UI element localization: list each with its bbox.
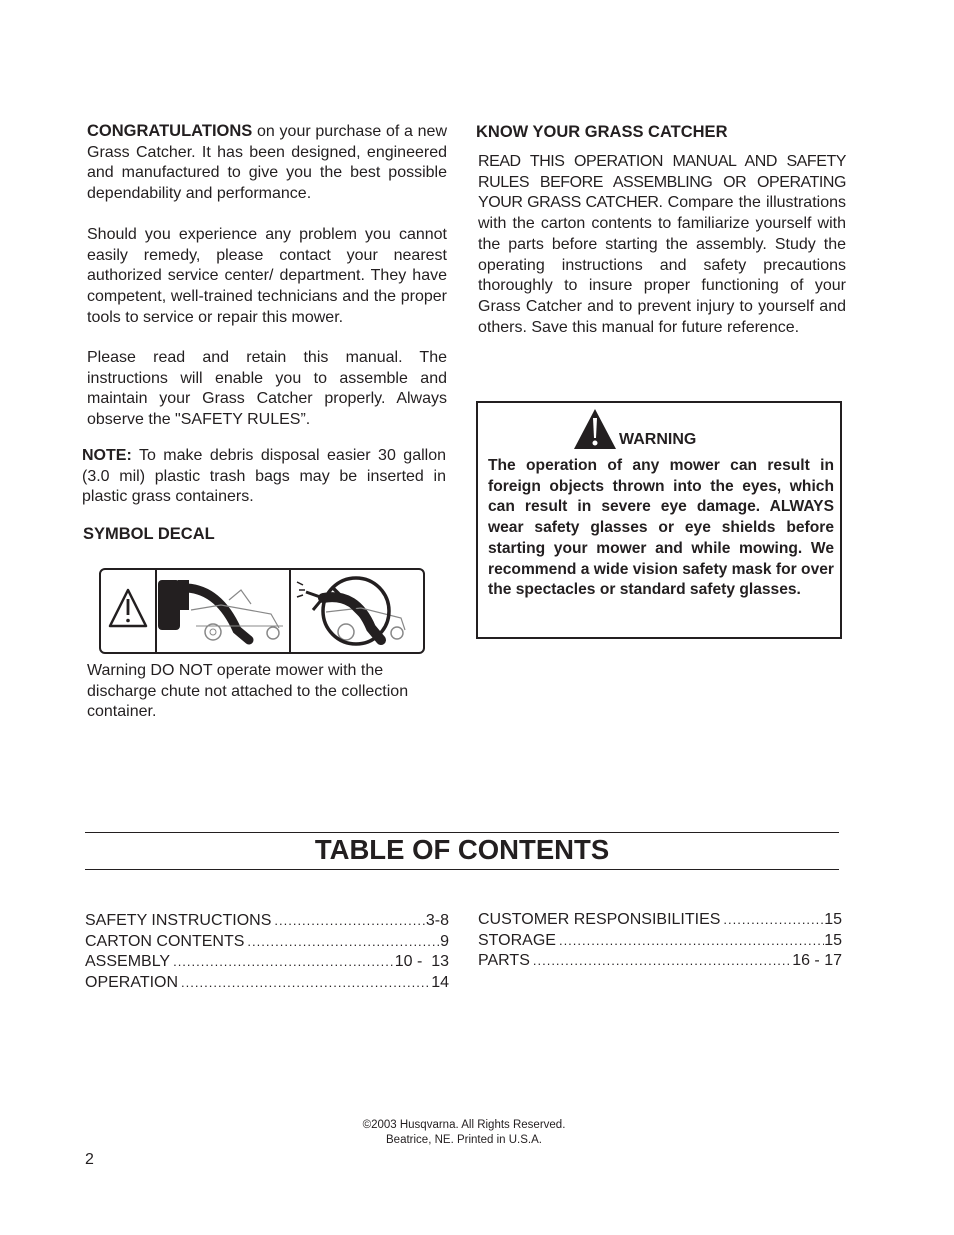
page-number: 2: [85, 1151, 94, 1168]
toc-right-list: [478, 910, 842, 972]
toc-entry-label: SAFETY INSTRUCTIONS: [85, 912, 272, 929]
toc-bottom-rule: [85, 869, 839, 870]
decal-caption: Warning DO NOT operate mower with the discharge chute not attached to the collection container.: [87, 662, 409, 721]
read-manual-text: READ THIS OPERATION MANUAL AND SAFETY RULES BEFORE ASSEMBLING OR OPERATING YOUR GRASS CATCHER.: [478, 153, 846, 212]
congratulations-lead: CONGRATULATIONS: [87, 122, 253, 140]
toc-entry-page: 14: [431, 974, 449, 992]
symbol-decal-image: [99, 568, 425, 654]
toc-entry-page: 15: [824, 911, 842, 928]
manual-paragraph: Please read and retain this manual. The instructions will enable you to assemble and maintain your Grass Catcher properly. Always observe the "SAFETY RULES”.: [87, 349, 447, 429]
toc-entry-page: 9: [440, 932, 449, 950]
toc-top-rule: [85, 832, 839, 833]
toc-entry-assembly[interactable]: [85, 952, 449, 973]
toc-entry-operation[interactable]: [85, 973, 449, 994]
toc-entry-page: 16 - 17: [792, 952, 842, 970]
toc-entry-label: PARTS: [478, 952, 530, 970]
toc-entry-label: OPERATION: [85, 974, 179, 992]
intro-paragraph: [87, 121, 447, 205]
intro-text: on your purchase of a new Grass Catcher. It has been designed, engineered and manufactured to give you the best possible dependability and performance.: [87, 123, 447, 203]
grass-catcher-paragraph: [478, 152, 846, 338]
warning-box: [476, 401, 842, 639]
toc-entry-page: 15: [824, 931, 842, 949]
note-paragraph: [82, 446, 446, 508]
toc-entry-carton-contents[interactable]: [85, 932, 449, 953]
toc-entry-page: 3-8: [425, 912, 449, 929]
toc-entry-label: ASSEMBLY: [85, 953, 171, 971]
problem-paragraph: Should you experience any problem you cannot easily remedy, please contact your nearest authorized service center/ department. They have competent, well-trained technicians and the proper tools to service or repair this mower.: [87, 226, 447, 326]
compare-text: Compare the illustrations with the carton contents to familiarize yourself with the parts before starting the assembly. Study the operating instructions and safety precautions thoroughly to insure proper functioning of your Grass Catcher and to prevent injury to yourself and others. Save this manual for future reference.: [478, 194, 846, 336]
printed-line: Beatrice, NE. Printed in U.S.A.: [386, 1134, 542, 1146]
warning-text: The operation of any mower can result in foreign objects thrown into the eyes, which can result in severe eye damage. ALWAYS wear safety glasses or eye shields before starting your mower and while mowing. We recommend a wide vision safety mask for over the spectacles or standard safety glasses.: [488, 457, 834, 599]
note-label: NOTE:: [82, 447, 132, 464]
toc-title: TABLE OF CONTENTS: [314, 834, 610, 865]
warning-triangle-icon: [110, 590, 146, 626]
warning-icon: [573, 408, 617, 450]
toc-entry-label: STORAGE: [478, 931, 556, 949]
toc-entry-label: CARTON CONTENTS: [85, 932, 245, 950]
prohibited-operation-icon: [297, 578, 405, 644]
know-your-grass-catcher-heading: KNOW YOUR GRASS CATCHER: [476, 123, 728, 141]
warning-title: WARNING: [619, 431, 697, 448]
toc-entry-storage[interactable]: [478, 931, 842, 952]
symbol-decal-heading: SYMBOL DECAL: [83, 525, 215, 543]
copyright-line: ©2003 Husqvarna. All Rights Reserved.: [362, 1119, 566, 1131]
toc-entry-safety-instructions[interactable]: [85, 911, 449, 932]
toc-left-list: [85, 911, 449, 994]
mower-with-catcher-icon: [158, 580, 283, 640]
note-text: To make debris disposal easier 30 gallon (3.0 mil) plastic trash bags may be inserted in plastic grass containers.: [82, 447, 446, 506]
toc-entry-customer-responsibilities[interactable]: [478, 910, 842, 931]
toc-entry-label: CUSTOMER RESPONSIBILITIES: [478, 911, 721, 928]
footer: [314, 1118, 614, 1148]
toc-entry-page: 10 - 13: [394, 953, 449, 971]
toc-entry-parts[interactable]: [478, 951, 842, 972]
